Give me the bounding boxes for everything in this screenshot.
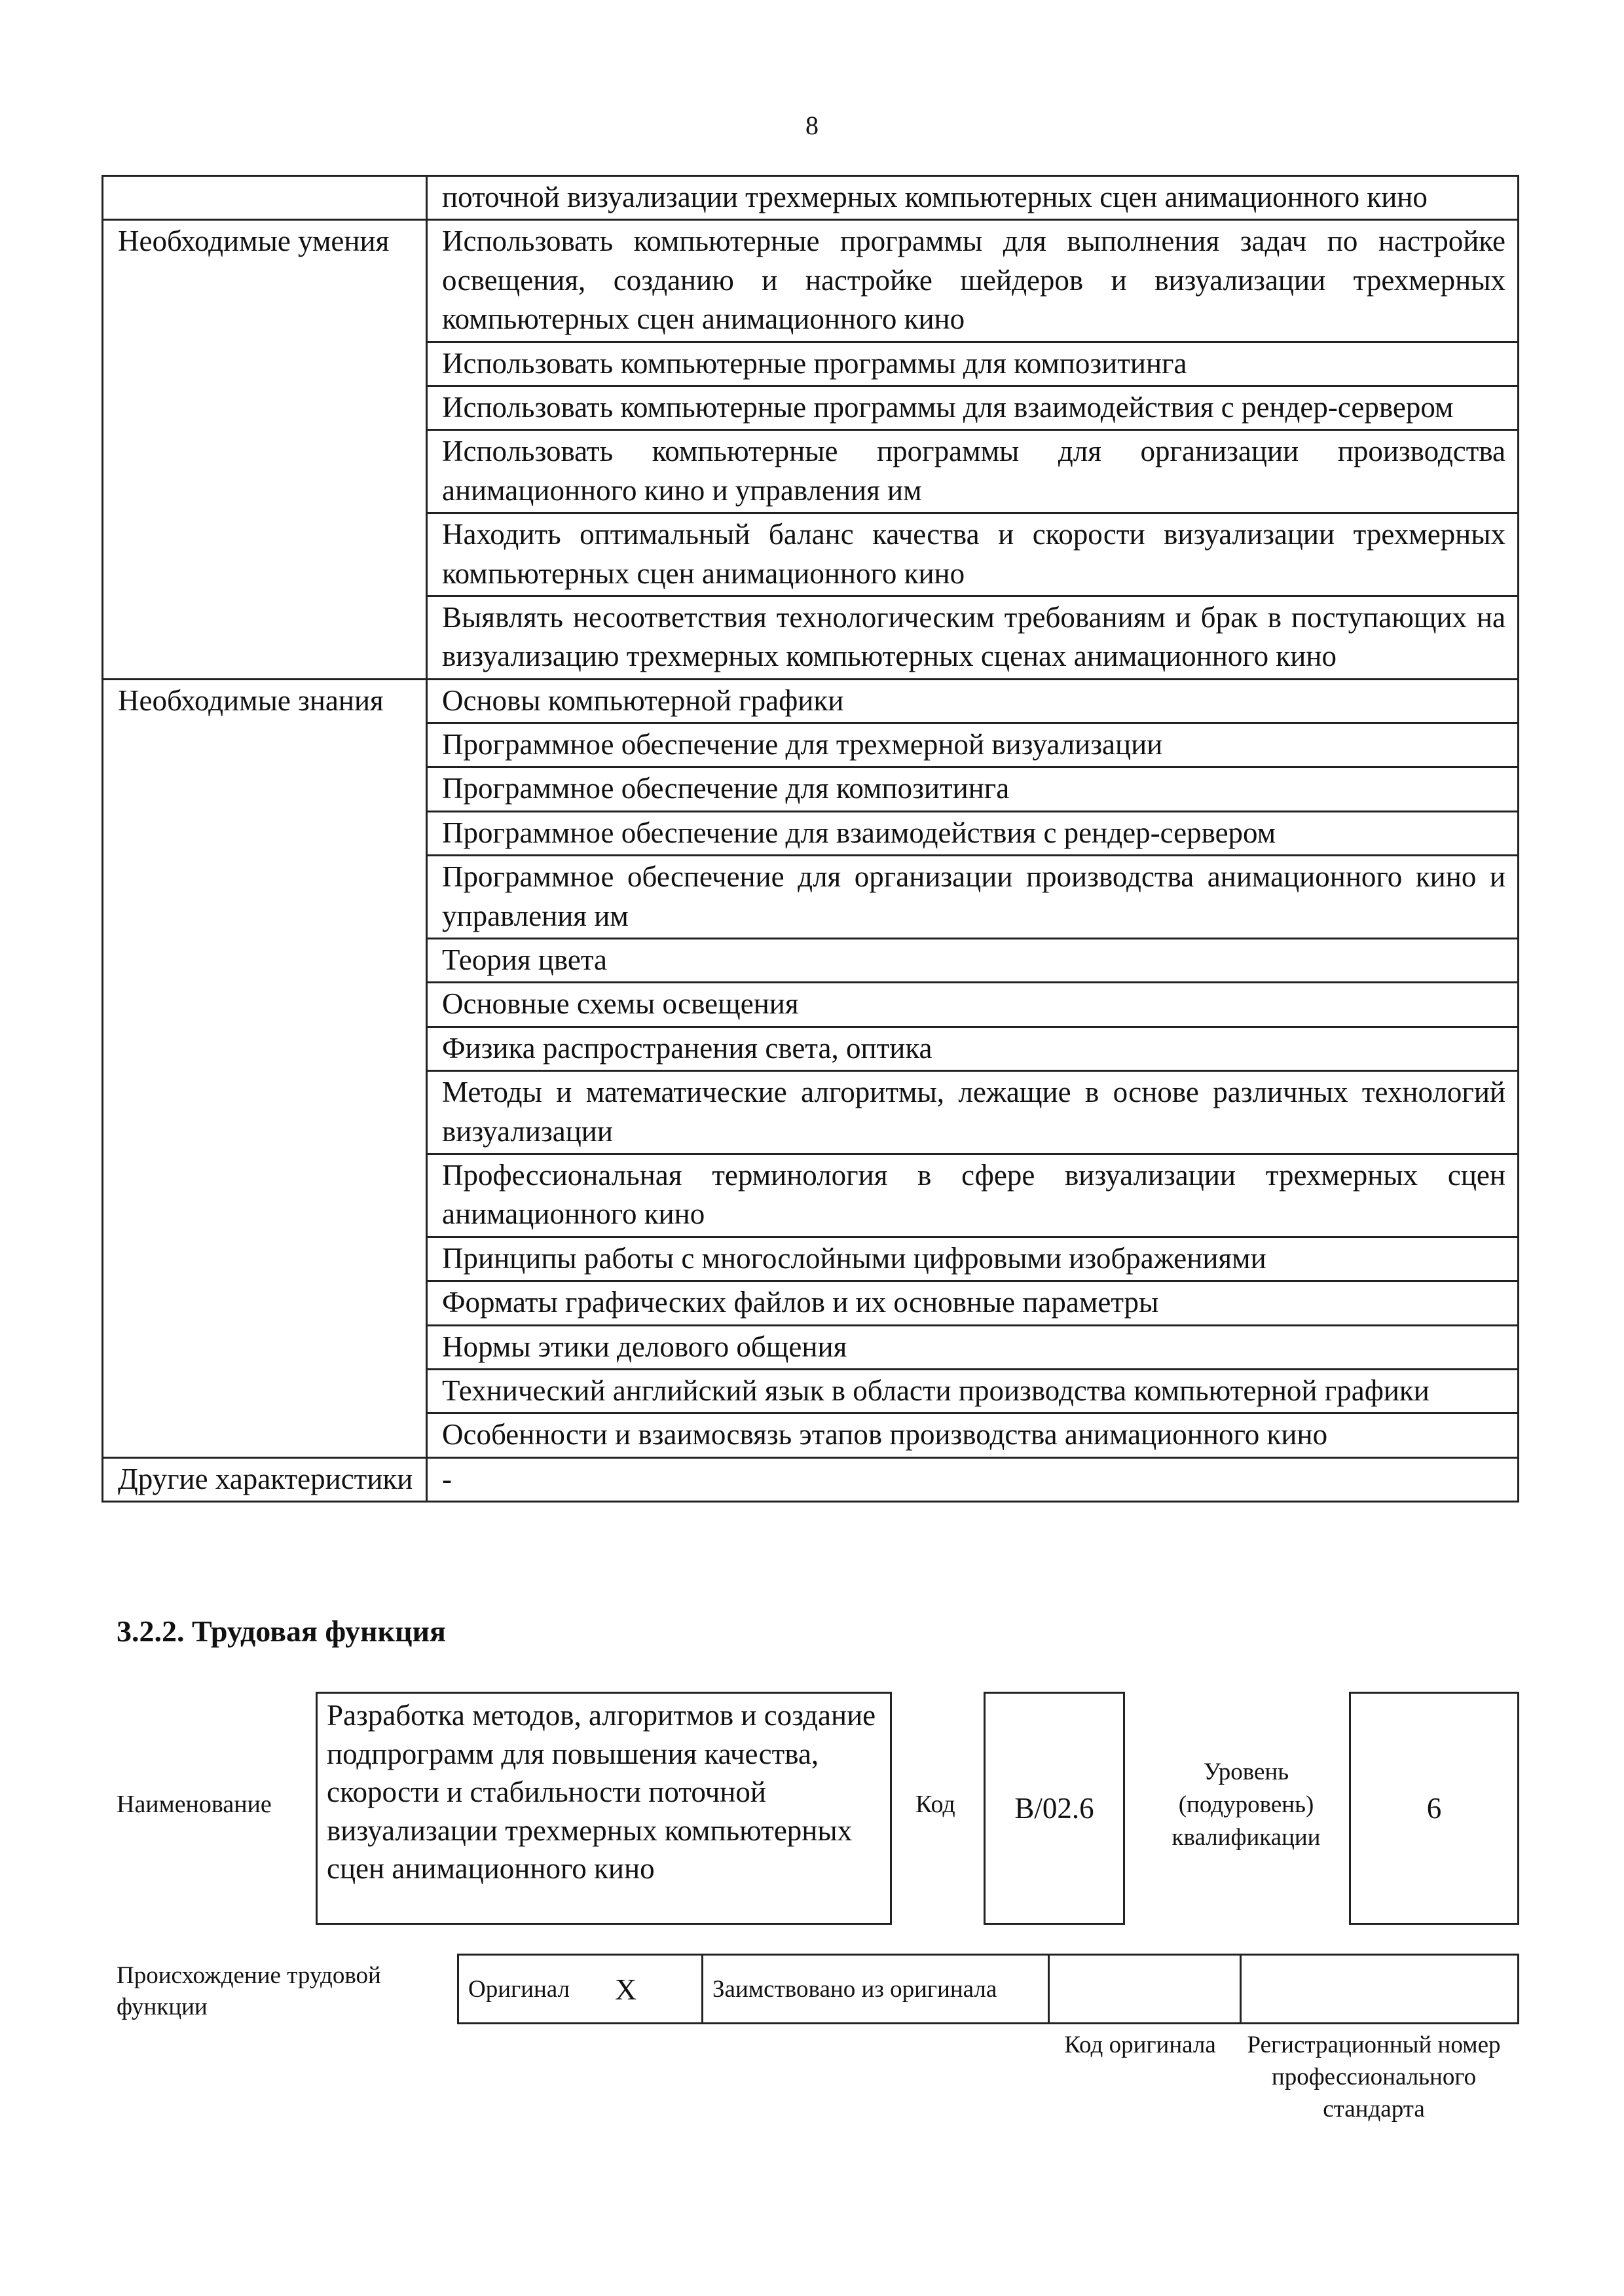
original-code-caption: Код оригинала	[1064, 2032, 1216, 2058]
table-row	[103, 679, 1519, 723]
registration-number-cell	[1241, 1955, 1519, 2024]
knowledge-item: Форматы графических файлов и их основные параметры	[427, 1281, 1519, 1325]
knowledge-item: Нормы этики делового общения	[427, 1325, 1519, 1369]
skill-item: Использовать компьютерные программы для организации производства анимационного кино и управления им	[427, 430, 1519, 513]
requirements-table	[101, 175, 1519, 1503]
borrowed-label: Заимствовано из оригинала	[703, 1955, 1049, 2024]
knowledge-item: Физика распространения света, оптика	[427, 1027, 1519, 1070]
name-label: Наименование	[117, 1791, 272, 1818]
knowledge-item: Теория цвета	[427, 939, 1519, 983]
registration-number-caption: Регистрационный номер профессионального стандарта	[1247, 2032, 1501, 2123]
knowledge-item: Основные схемы освещения	[427, 983, 1519, 1027]
skills-label: Необходимые умения	[103, 220, 427, 679]
knowledge-label: Необходимые знания	[103, 679, 427, 1457]
knowledge-item: Принципы работы с многослойными цифровыми изображениями	[427, 1237, 1519, 1281]
row-label	[103, 176, 427, 220]
original-label: Оригинал	[458, 1955, 606, 2024]
row-value: поточной визуализации трехмерных компьютерных сцен анимационного кино	[427, 176, 1519, 220]
skill-item: Использовать компьютерные программы для взаимодействия с рендер-сервером	[427, 386, 1519, 429]
skill-item: Использовать компьютерные программы для композитинга	[427, 342, 1519, 386]
page-number: 8	[805, 111, 819, 140]
skill-item: Находить оптимальный баланс качества и скорости визуализации трехмерных компьютерных сцен анимационного кино	[427, 513, 1519, 596]
knowledge-item: Профессиональная терминология в сфере визуализации трехмерных сцен анимационного кино	[427, 1154, 1519, 1237]
section-title: 3.2.2. Трудовая функция	[117, 1614, 446, 1648]
knowledge-item: Программное обеспечение для трехмерной визуализации	[427, 723, 1519, 767]
knowledge-item: Программное обеспечение для взаимодействия с рендер-сервером	[427, 811, 1519, 855]
table-row	[103, 220, 1519, 342]
table-row	[103, 1457, 1519, 1501]
function-name-box: Разработка методов, алгоритмов и создание подпрограмм для повышения качества, скорости и стабильности поточной визуализации трехмерных компьютерных сцен анимационного кино	[316, 1692, 892, 1925]
origin-label: Происхождение трудовой функции	[117, 1962, 381, 2021]
origin-table	[457, 1954, 1519, 2024]
level-value-box: 6	[1349, 1692, 1519, 1925]
knowledge-item: Основы компьютерной графики	[427, 679, 1519, 723]
knowledge-item: Программное обеспечение для композитинга	[427, 767, 1519, 811]
knowledge-item: Методы и математические алгоритмы, лежащие в основе различных технологий визуализации	[427, 1071, 1519, 1154]
original-mark: X	[606, 1955, 703, 2024]
other-value: -	[427, 1457, 1519, 1501]
table-row	[103, 176, 1519, 220]
other-label: Другие характеристики	[103, 1457, 427, 1501]
code-label: Код	[915, 1791, 955, 1818]
function-code-box: B/02.6	[984, 1692, 1125, 1925]
original-code-cell	[1049, 1955, 1241, 2024]
table-row	[458, 1955, 1519, 2024]
skill-item: Выявлять несоответствия технологическим требованиям и брак в поступающих на визуализацию трехмерных компьютерных сценах анимационного кино	[427, 596, 1519, 679]
skill-item: Использовать компьютерные программы для выполнения задач по настройке освещения, созданию и настройке шейдеров и визуализации трехмерных компьютерных сцен анимационного кино	[427, 220, 1519, 342]
knowledge-item: Технический английский язык в области производства компьютерной графики	[427, 1369, 1519, 1413]
knowledge-item: Программное обеспечение для организации производства анимационного кино и управления им	[427, 856, 1519, 939]
level-label: Уровень (подуровень) квалификации	[1172, 1758, 1321, 1851]
knowledge-item: Особенности и взаимосвязь этапов производства анимационного кино	[427, 1413, 1519, 1457]
